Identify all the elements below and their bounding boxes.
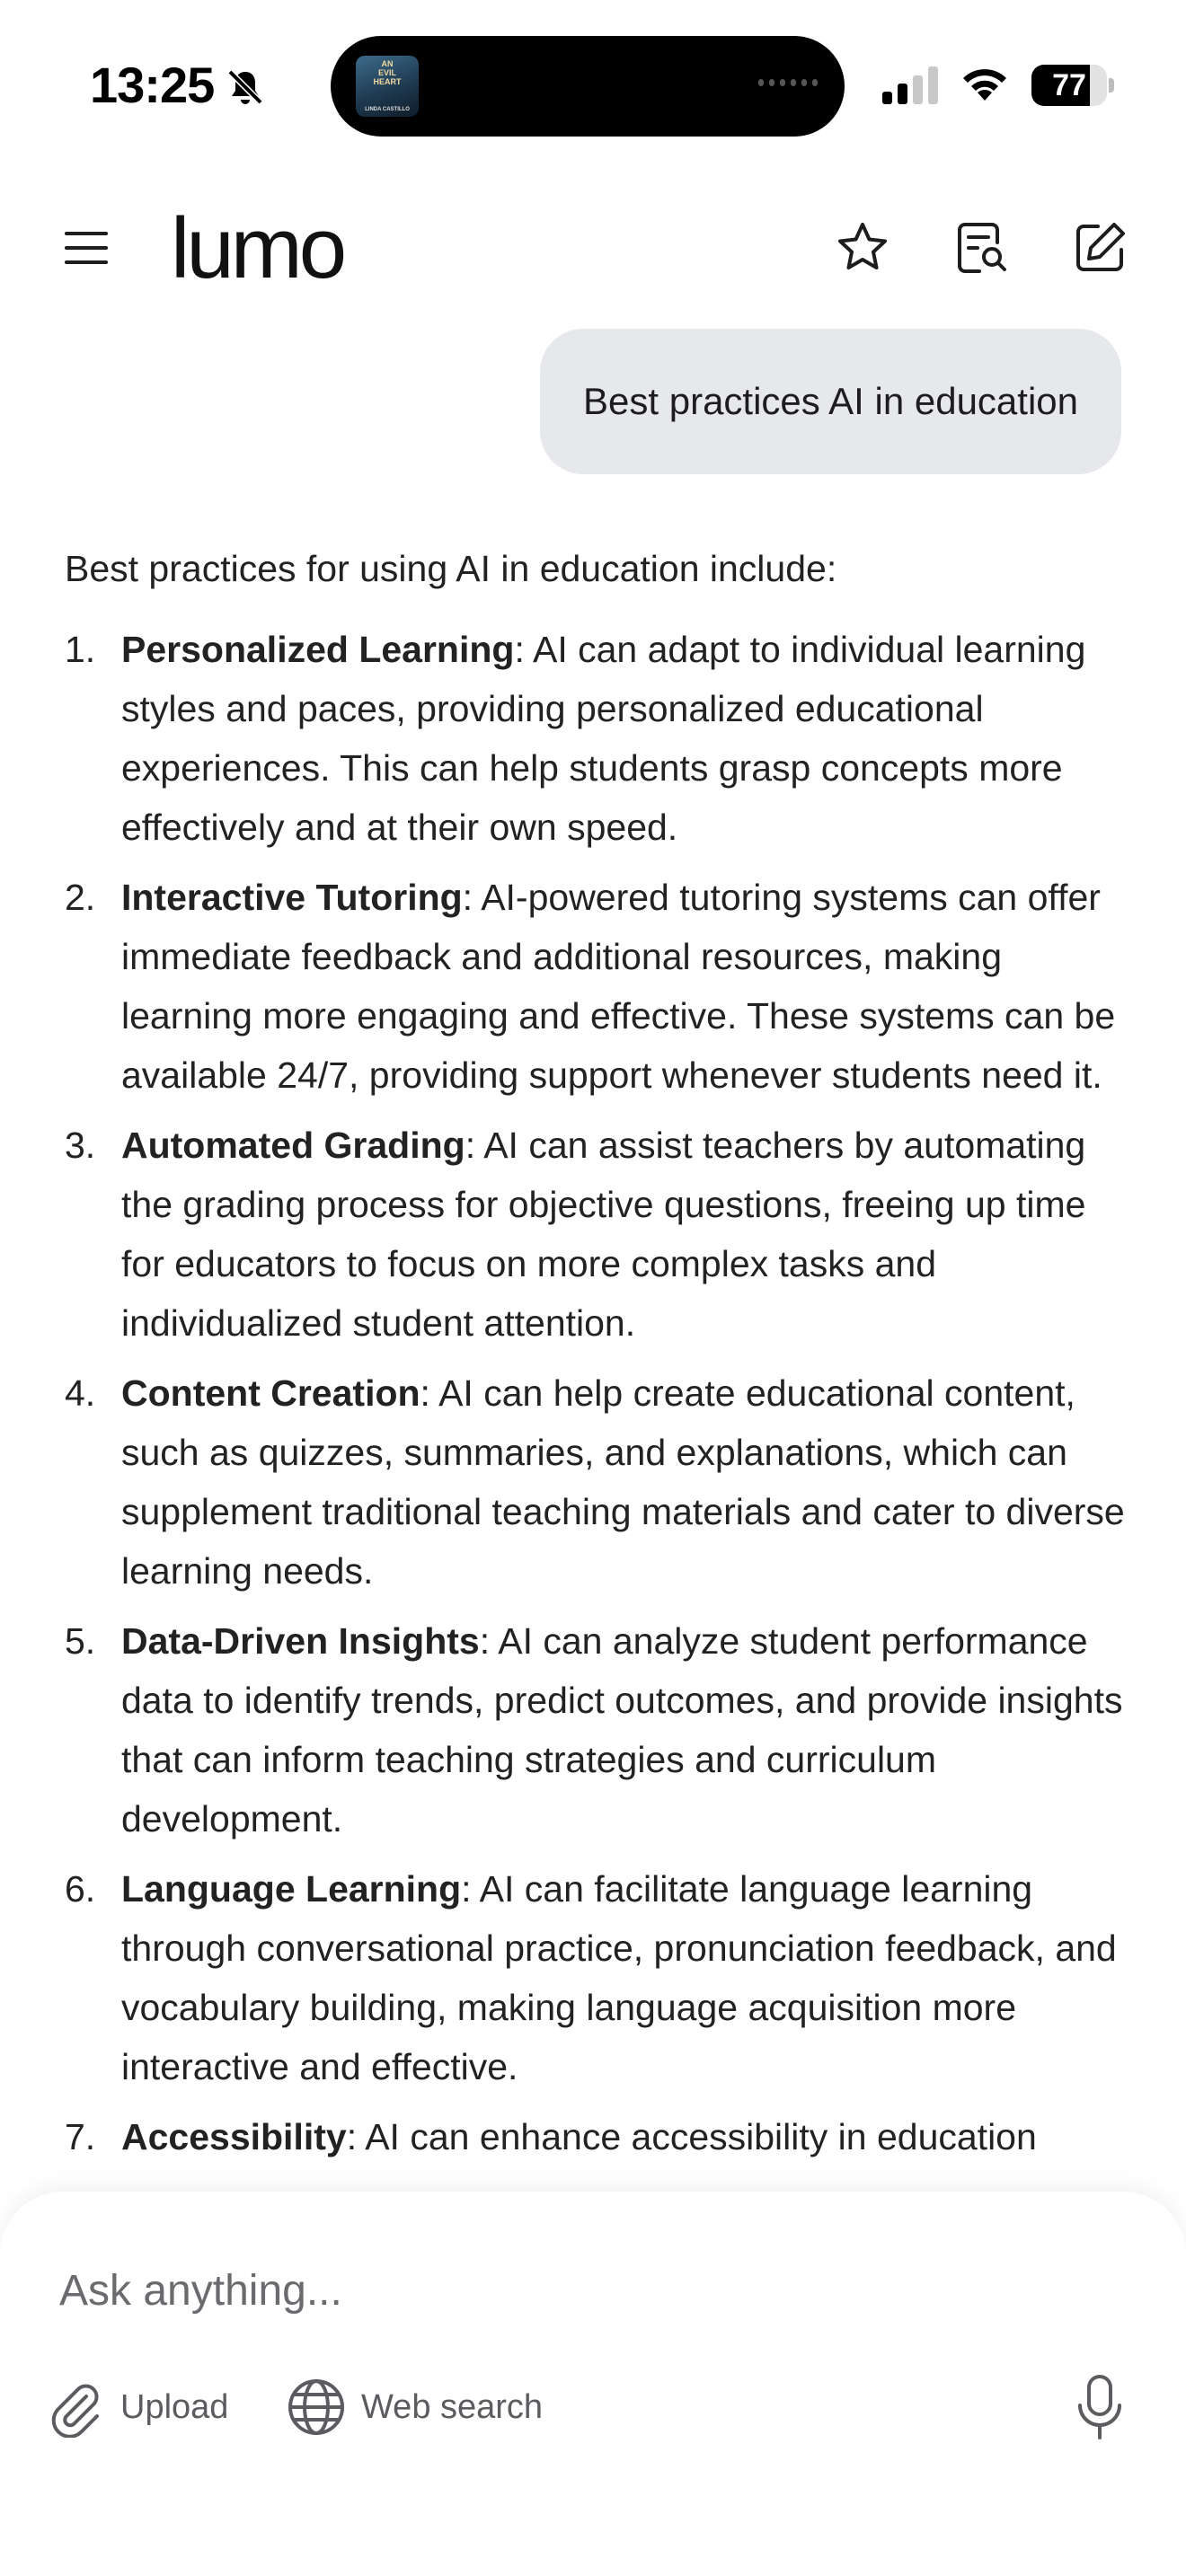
list-item-number: 1.: [65, 629, 96, 670]
upload-button[interactable]: [45, 2371, 228, 2443]
list-item: [65, 2107, 1125, 2166]
list-item-number: 3.: [65, 1125, 96, 1166]
battery-level: 77: [1052, 68, 1086, 102]
new-chat-icon[interactable]: [1071, 219, 1128, 277]
now-playing-artwork: AN EVIL HEART LINDA CASTILLO: [356, 56, 419, 117]
chat-history-search-icon[interactable]: [952, 219, 1010, 277]
bell-muted-icon: [225, 66, 266, 108]
list-item: [65, 1363, 1125, 1601]
list-item-text: : AI can enhance accessibility in education: [346, 2116, 1037, 2157]
app-logo: lumo: [171, 200, 344, 296]
list-item-title: Automated Grading: [121, 1125, 465, 1166]
list-item: [65, 620, 1125, 857]
paperclip-icon: [45, 2377, 106, 2438]
list-item-text: : AI can facilitate language learning through conversational practice, pronunciation feedback, and vocabulary building, making language acquisition more interactive and effective.: [121, 1868, 1117, 2087]
audio-waveform-icon: [758, 79, 818, 86]
list-item: [65, 1859, 1125, 2096]
status-time: 13:25: [90, 57, 215, 113]
list-item-number: 4.: [65, 1372, 96, 1414]
list-item-title: Accessibility: [121, 2116, 347, 2157]
dynamic-island[interactable]: [331, 36, 845, 137]
list-item-text: : AI can analyze student performance data to identify trends, predict outcomes, and provide insights that can inform teaching strategies and curriculum development.: [121, 1620, 1123, 1839]
web-search-button[interactable]: [286, 2371, 543, 2443]
app-header: [0, 180, 1186, 314]
list-item: [65, 868, 1125, 1105]
list-item-number: 7.: [65, 2116, 96, 2157]
list-item-number: 2.: [65, 877, 96, 918]
prompt-input[interactable]: [59, 2254, 1048, 2326]
list-item-text: : AI can adapt to individual learning styles and paces, providing personalized educational experiences. This can help students grasp concepts more effectively and at their own speed.: [121, 629, 1086, 848]
list-item-number: 5.: [65, 1620, 96, 1662]
menu-icon[interactable]: [63, 225, 110, 271]
list-item-title: Language Learning: [121, 1868, 462, 1910]
web-search-label: Web search: [361, 2387, 544, 2426]
composer-panel: [0, 2192, 1186, 2576]
list-item: [65, 1611, 1125, 1848]
cellular-signal-icon: [881, 65, 943, 106]
list-item-text: : AI can help create educational content, such as quizzes, summaries, and explanations, which can supplement traditional teaching materials and cater to diverse learning needs.: [121, 1372, 1125, 1592]
microphone-icon[interactable]: [1069, 2371, 1130, 2443]
wifi-icon: [958, 63, 1012, 104]
list-item-text: : AI-powered tutoring systems can offer immediate feedback and additional resources, making learning more engaging and effective. These systems can be available 24/7, providing support whenever students need it.: [121, 877, 1116, 1096]
battery-indicator: [1031, 65, 1112, 106]
list-item-title: Data-Driven Insights: [121, 1620, 480, 1662]
upload-label: Upload: [120, 2387, 229, 2426]
star-icon[interactable]: [834, 219, 891, 277]
response-list: [65, 620, 1125, 2166]
list-item-number: 6.: [65, 1868, 96, 1910]
list-item-text: : AI can assist teachers by automating the grading process for objective questions, freeing up time for educators to focus on more complex tasks and individualized student attention.: [121, 1125, 1086, 1344]
globe-icon: [286, 2377, 347, 2438]
assistant-response: [65, 539, 1125, 2177]
list-item: [65, 1116, 1125, 1353]
list-item-title: Interactive Tutoring: [121, 877, 463, 918]
status-bar: [0, 0, 1186, 171]
list-item-title: Content Creation: [121, 1372, 420, 1414]
user-message-bubble: Best practices AI in education: [540, 329, 1121, 474]
list-item-title: Personalized Learning: [121, 629, 515, 670]
response-intro: Best practices for using AI in education include:: [65, 548, 837, 589]
